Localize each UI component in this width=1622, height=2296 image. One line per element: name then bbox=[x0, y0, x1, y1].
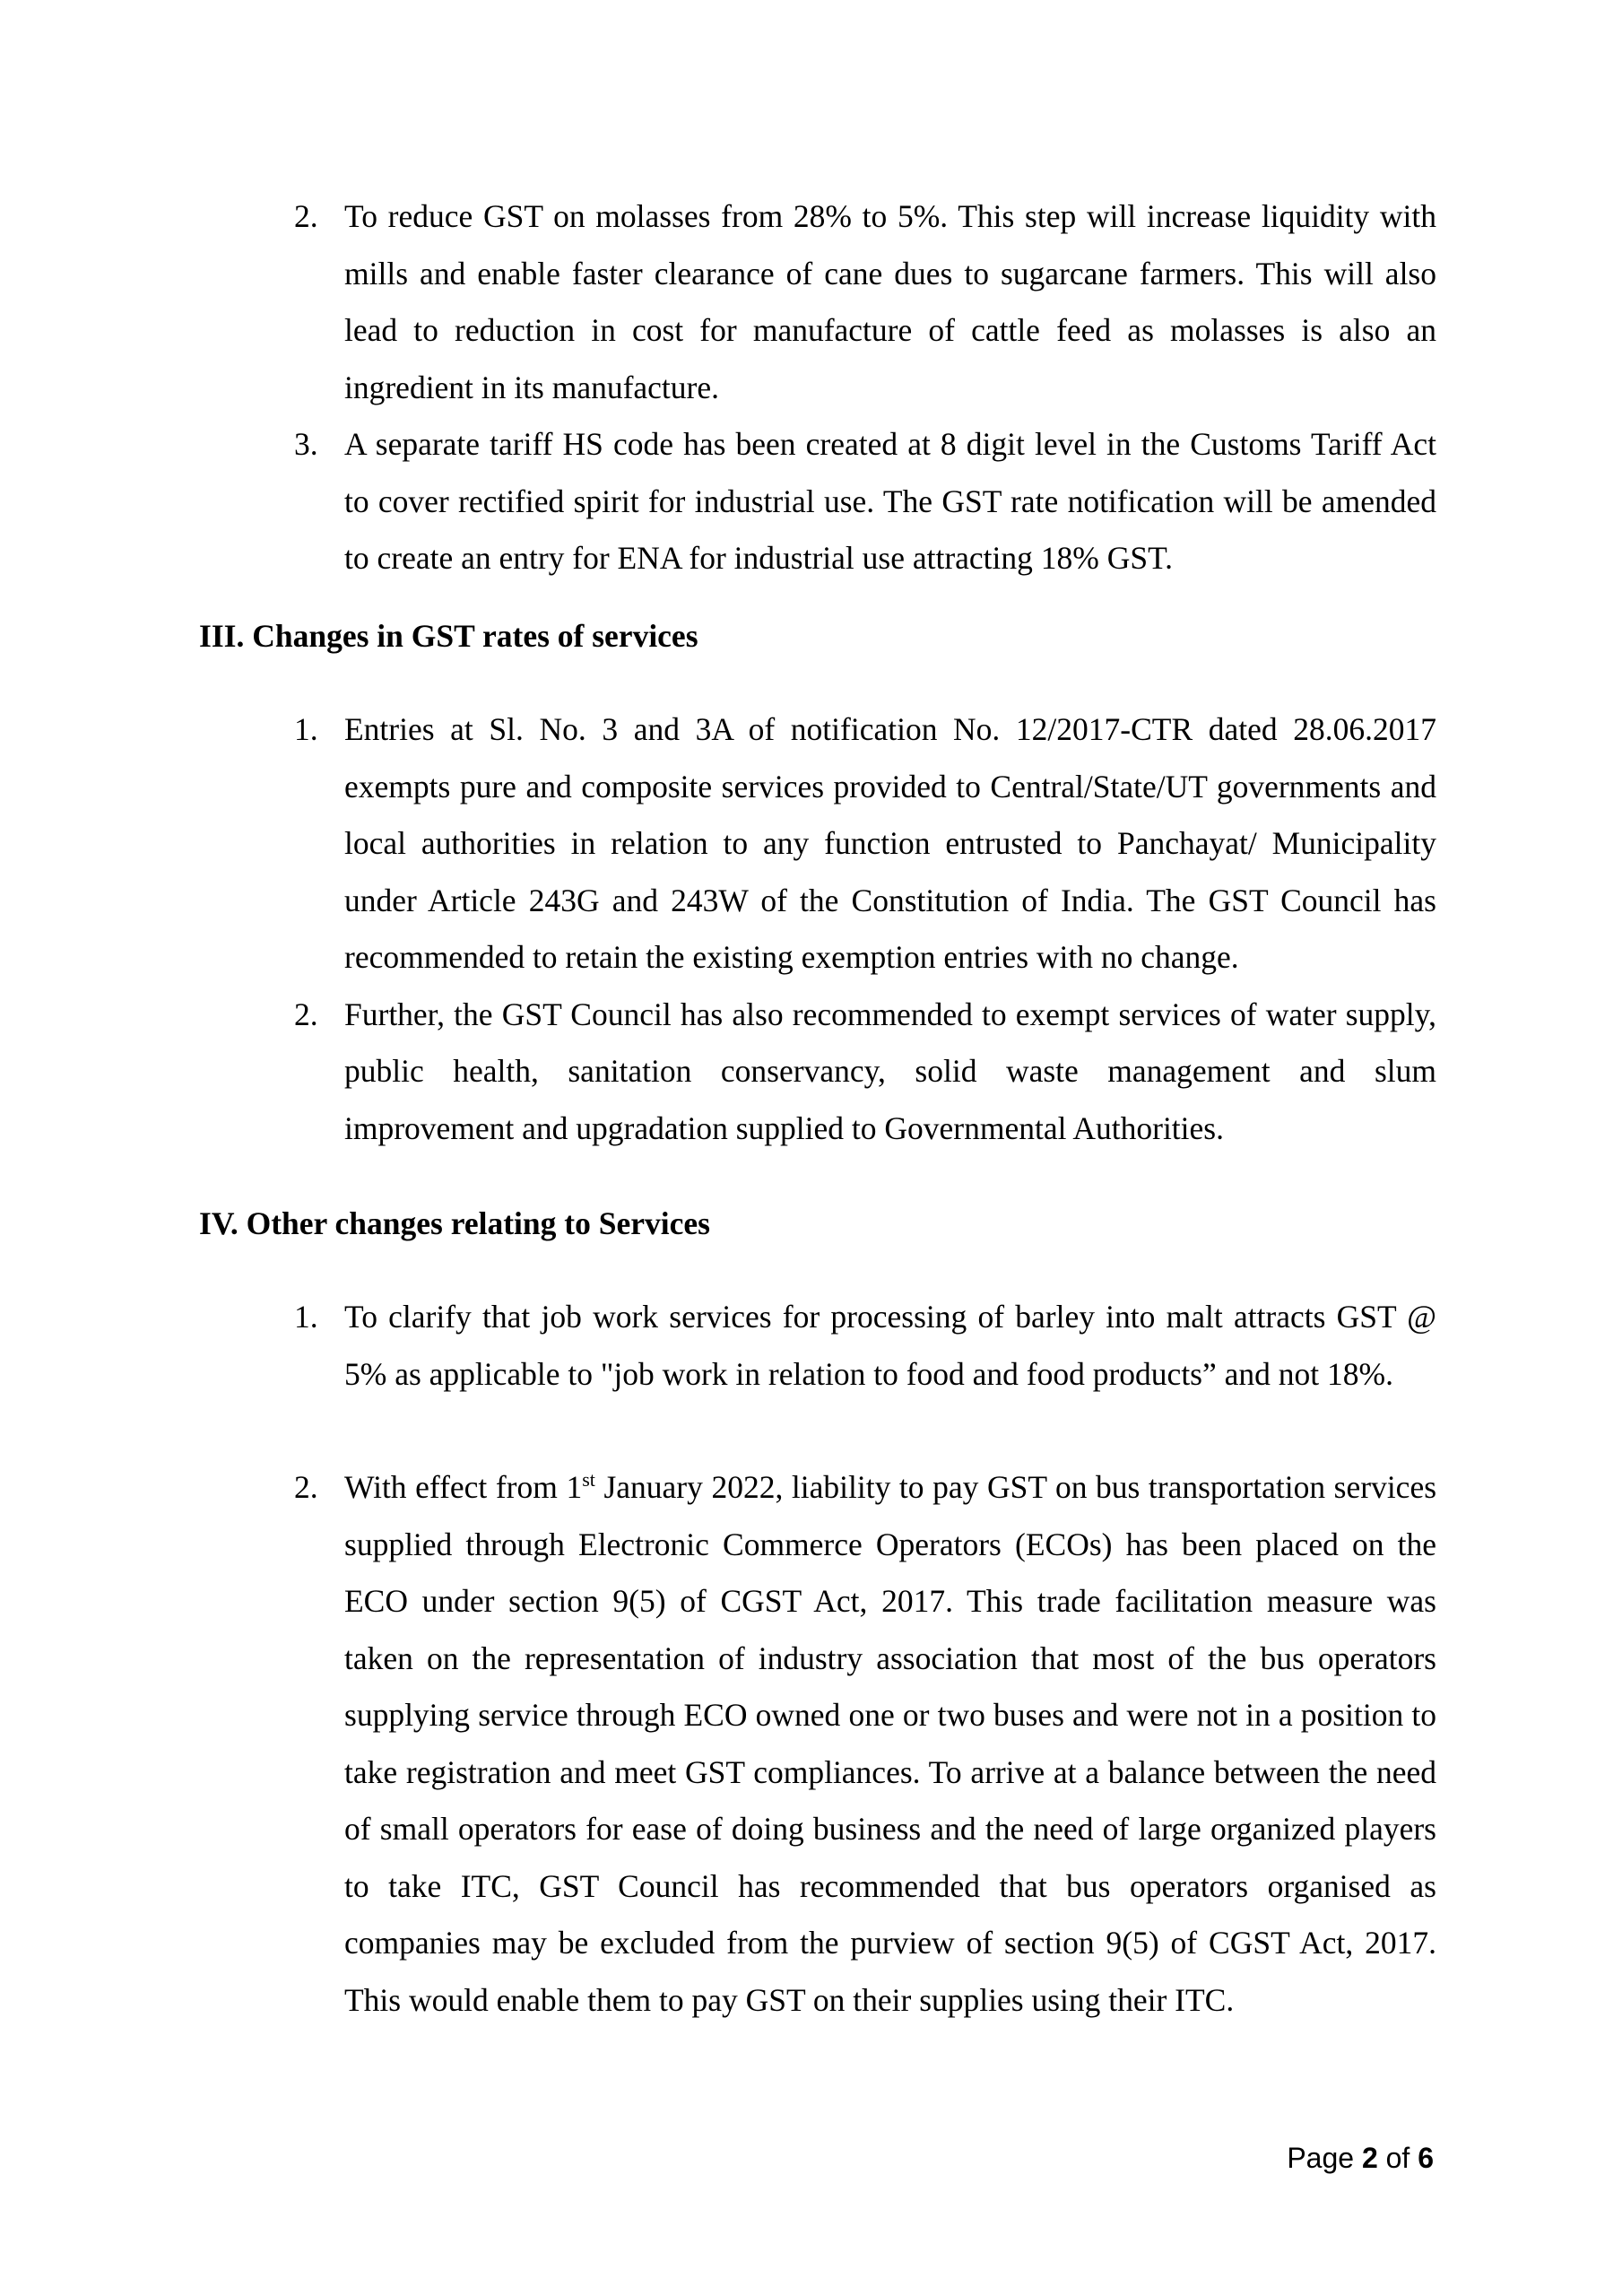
item-number: 2. bbox=[294, 1469, 318, 1505]
section-iv-list-first bbox=[199, 1289, 1436, 1403]
list-item bbox=[199, 1289, 1436, 1403]
item-number: 1. bbox=[294, 1299, 318, 1335]
item-text bbox=[344, 1469, 1436, 2018]
ordinal-superscript: st bbox=[582, 1468, 595, 1492]
list-item bbox=[199, 1459, 1436, 2029]
list-item bbox=[199, 416, 1436, 587]
of-word: of bbox=[1385, 2142, 1410, 2174]
item-text: To clarify that job work services for processing of barley into malt attracts GST @ 5% as applicable to "job work in relation to food and food products” and not 18%. bbox=[344, 1299, 1436, 1392]
item-number: 2. bbox=[294, 996, 318, 1032]
item-number: 3. bbox=[294, 426, 318, 462]
item-text: To reduce GST on molasses from 28% to 5%. This step will increase liquidity with mills and enable faster clearance of cane dues to sugarcane farmers. This will also lead to reduction in cost for manufacture of cattle feed as molasses is also an ingredient in its manufacture. bbox=[344, 198, 1436, 405]
current-page-number: 2 bbox=[1361, 2142, 1378, 2174]
list-item bbox=[199, 701, 1436, 987]
item-text: Further, the GST Council has also recommended to exempt services of water supply, public health, sanitation conservancy, solid waste management and slum improvement and upgradation supplied to Governmental Authorities. bbox=[344, 996, 1436, 1146]
list-item bbox=[199, 987, 1436, 1158]
section-iii-heading: III. Changes in GST rates of services bbox=[199, 618, 698, 654]
page-footer bbox=[1287, 2140, 1434, 2176]
list-item bbox=[199, 188, 1436, 416]
item-text-start: With effect from 1 bbox=[344, 1469, 583, 1505]
section-iv-list-second bbox=[199, 1459, 1436, 2029]
item-number: 1. bbox=[294, 711, 318, 747]
item-text-rest: January 2022, liability to pay GST on bus transportation services supplied through Electronic Commerce Operators (ECOs) has been placed on the ECO under section 9(5) of CGST Act, 2017. This trade facilitation measure was taken on the representation of industry association that most of the bus operators supplying service through ECO owned one or two buses and were not in a position to take registration and meet GST compliances. To arrive at a balance between the need of small operators for ease of doing business and the need of large organized players to take ITC, GST Council has recommended that bus operators organised as companies may be excluded from the purview of section 9(5) of CGST Act, 2017. This would enable them to pay GST on their supplies using their ITC. bbox=[344, 1469, 1437, 2018]
item-text: A separate tariff HS code has been created at 8 digit level in the Customs Tariff Act to cover rectified spirit for industrial use. The GST rate notification will be amended to create an entry for ENA for industrial use attracting 18% GST. bbox=[344, 426, 1436, 576]
item-text: Entries at Sl. No. 3 and 3A of notification No. 12/2017-CTR dated 28.06.2017 exempts pure and composite services provided to Central/State/UT governments and local authorities in relation to any function entrusted to Panchayat/ Municipality under Article 243G and 243W of the Constitution of India. The GST Council has recommended to retain the existing exemption entries with no change. bbox=[344, 711, 1436, 975]
section-ii-list bbox=[199, 188, 1436, 587]
section-iii-list bbox=[199, 701, 1436, 1157]
total-pages-number: 6 bbox=[1418, 2142, 1434, 2174]
item-number: 2. bbox=[294, 198, 318, 234]
page-word: Page bbox=[1287, 2142, 1355, 2174]
section-iv-heading: IV. Other changes relating to Services bbox=[199, 1205, 710, 1241]
